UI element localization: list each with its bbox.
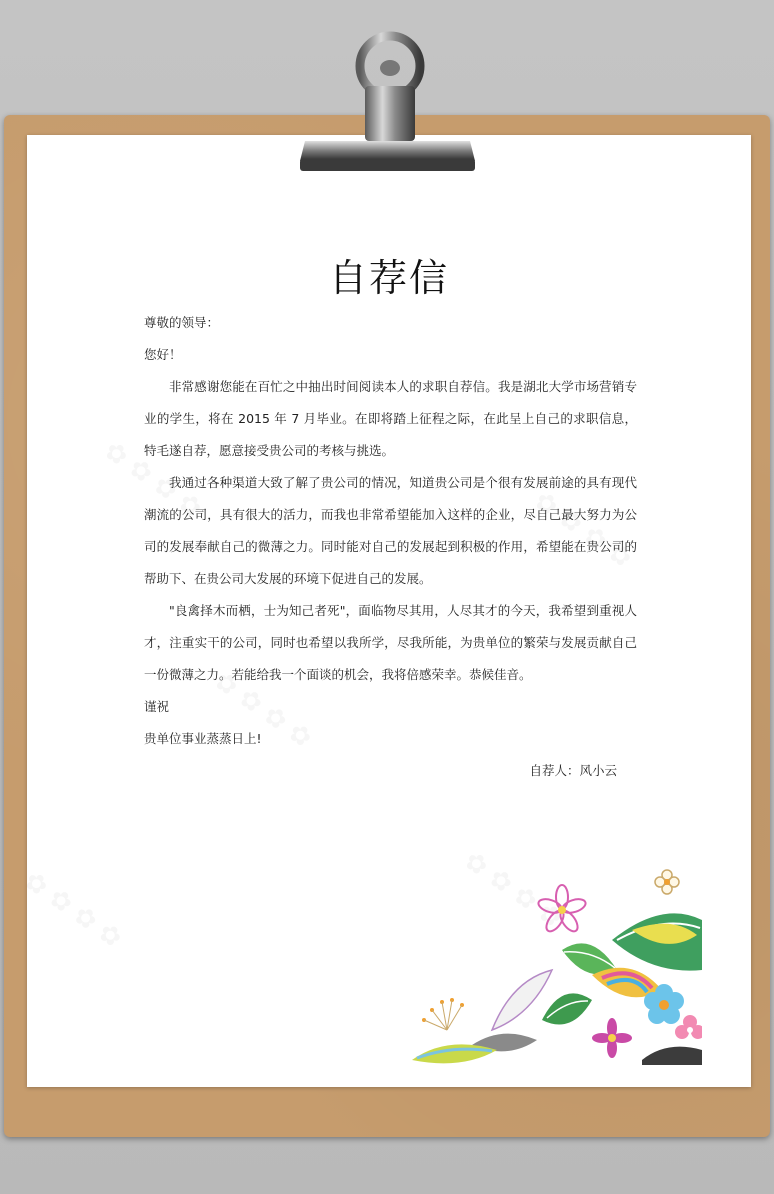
paragraph-2: 我通过各种渠道大致了解了贵公司的情况，知道贵公司是个很有发展前途的具有现代潮流的公司，具有很大的活力，而我也非常希望能加入这样的企业，尽自己最大努力为公司的发展奉献自己的微薄之力。同时能对自己的发展起到积极的作用，希望能在贵公司的帮助下、在贵公司大发展的环境下促进自己的发展。	[144, 475, 637, 586]
closing-line-2: 贵单位事业蒸蒸日上!	[144, 731, 262, 746]
greeting: 您好！	[144, 347, 182, 362]
paper-sheet	[27, 135, 751, 1087]
letter-title: 自荐信	[328, 256, 449, 300]
paragraph-1: 非常感谢您能在百忙之中抽出时间阅读本人的求职自荐信。我是湖北大学市场营销专业的学生，将在 2015 年 7 月毕业。在即将踏上征程之际，在此呈上自己的求职信息，特毛遂自荐，愿意接受贵公司的考核与挑选。	[144, 379, 637, 458]
paragraph-3: "良禽择木而栖，士为知己者死"，面临物尽其用，人尽其才的今天，我希望到重视人才，注重实干的公司，同时也希望以我所学，尽我所能，为贵单位的繁荣与发展贡献自己一份微薄之力。若能给我一个面谈的机会，我将倍感荣幸。恭候佳音。	[144, 603, 637, 682]
salutation: 尊敬的领导：	[144, 315, 220, 330]
closing-line-1: 谨祝	[144, 699, 170, 714]
watermark	[27, 866, 127, 955]
flower-decoration-icon	[412, 860, 702, 1065]
letter-body	[144, 307, 637, 787]
signature: 自荐人：风小云	[529, 763, 617, 778]
binder-clip-icon	[295, 26, 475, 176]
